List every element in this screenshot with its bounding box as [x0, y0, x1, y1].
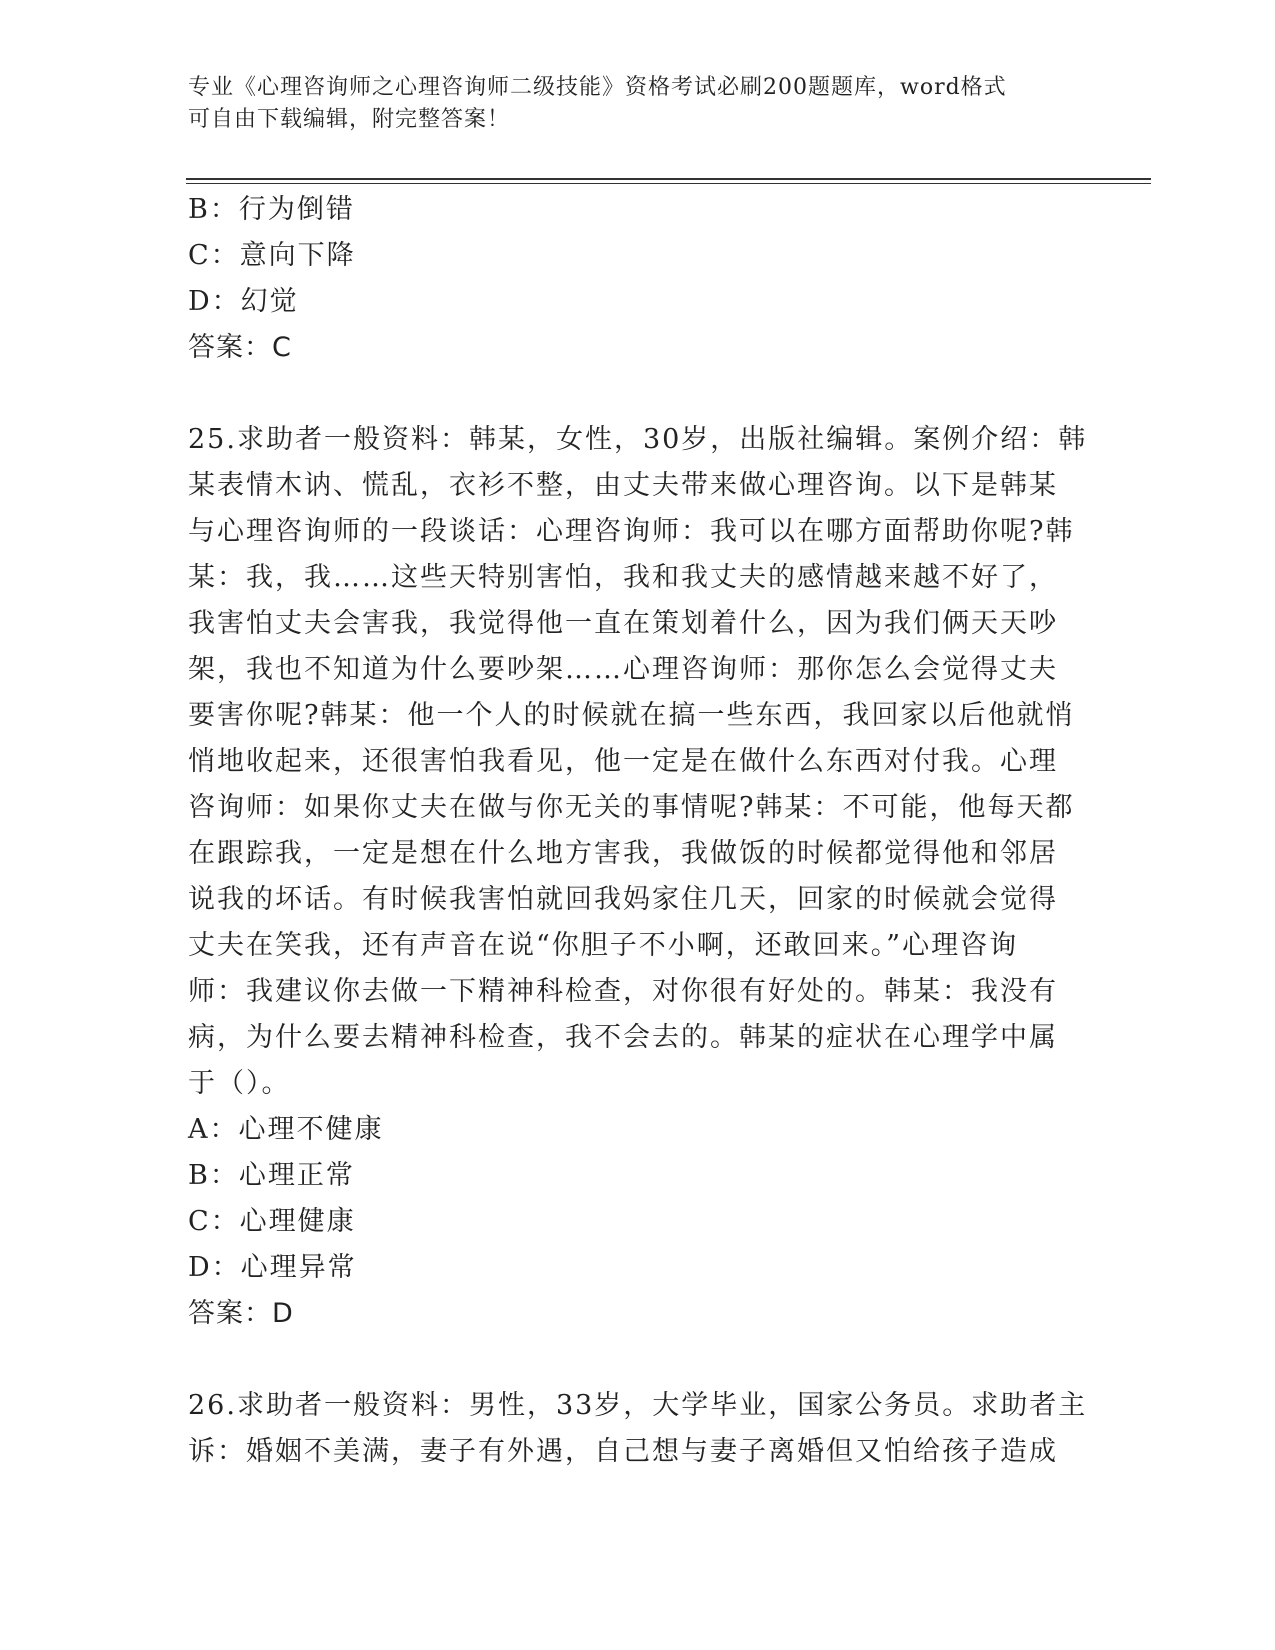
header-line-2: 可自由下载编辑，附完整答案！ — [188, 107, 511, 132]
question-text-line: 25.求助者一般资料：韩某，女性，30岁，出版社编辑。案例介绍：韩 — [188, 424, 1088, 455]
question-text-line: 某：我，我……这些天特别害怕，我和我丈夫的感情越来越不好了， — [188, 562, 1058, 593]
question-text-line: 某表情木讷、慌乱，衣衫不整，由丈夫带来做心理咨询。以下是韩某 — [188, 470, 1058, 501]
question-text-line: 丈夫在笑我，还有声音在说“你胆子不小啊，还敢回来。”心理咨询 — [188, 930, 1019, 961]
question-text-line: 悄地收起来，还很害怕我看见，他一定是在做什么东西对付我。心理 — [188, 746, 1058, 777]
question-text-line: 我害怕丈夫会害我，我觉得他一直在策划着什么，因为我们俩天天吵 — [188, 608, 1058, 639]
header-line-1: 专业《心理咨询师之心理咨询师二级技能》资格考试必刷200题题库，word格式 — [188, 75, 1007, 100]
question-text-line: 26.求助者一般资料：男性，33岁，大学毕业，国家公务员。求助者主 — [188, 1390, 1088, 1421]
question-text-line: 诉：婚姻不美满，妻子有外遇，自己想与妻子离婚但又怕给孩子造成 — [188, 1436, 1058, 1467]
question-text-line: 于（）。 — [188, 1068, 291, 1099]
answer: 答案：D — [188, 1298, 294, 1329]
answer: 答案：C — [188, 332, 292, 363]
option-d: D：心理异常 — [188, 1252, 357, 1283]
question-text-line: 师：我建议你去做一下精神科检查，对你很有好处的。韩某：我没有 — [188, 976, 1058, 1007]
question-text-line: 咨询师：如果你丈夫在做与你无关的事情呢?韩某：不可能，他每天都 — [188, 792, 1075, 823]
question-24-tail — [188, 187, 1088, 371]
question-text-line: 在跟踪我，一定是想在什么地方害我，我做饭的时候都觉得他和邻居 — [188, 838, 1058, 869]
question-text-line: 与心理咨询师的一段谈话：心理咨询师：我可以在哪方面帮助你呢?韩 — [188, 516, 1075, 547]
document-body — [188, 187, 1088, 1475]
spacer — [188, 1337, 1088, 1383]
spacer — [188, 371, 1088, 417]
question-25 — [188, 417, 1088, 1337]
question-text-line: 病，为什么要去精神科检查，我不会去的。韩某的症状在心理学中属 — [188, 1022, 1058, 1053]
question-26 — [188, 1383, 1088, 1475]
option-d: D：幻觉 — [188, 286, 299, 317]
option-c: C：意向下降 — [188, 240, 356, 271]
question-text-line: 架，我也不知道为什么要吵架……心理咨询师：那你怎么会觉得丈夫 — [188, 654, 1058, 685]
question-text-line: 要害你呢?韩某：他一个人的时候就在搞一些东西，我回家以后他就悄 — [188, 700, 1075, 731]
header-divider — [186, 178, 1151, 180]
option-c: C：心理健康 — [188, 1206, 356, 1237]
option-a: A：心理不健康 — [188, 1114, 384, 1145]
option-b: B：行为倒错 — [188, 194, 355, 225]
page-header — [188, 72, 1088, 136]
option-b: B：心理正常 — [188, 1160, 355, 1191]
header-divider-thin — [186, 183, 1151, 184]
question-text-line: 说我的坏话。有时候我害怕就回我妈家住几天，回家的时候就会觉得 — [188, 884, 1058, 915]
